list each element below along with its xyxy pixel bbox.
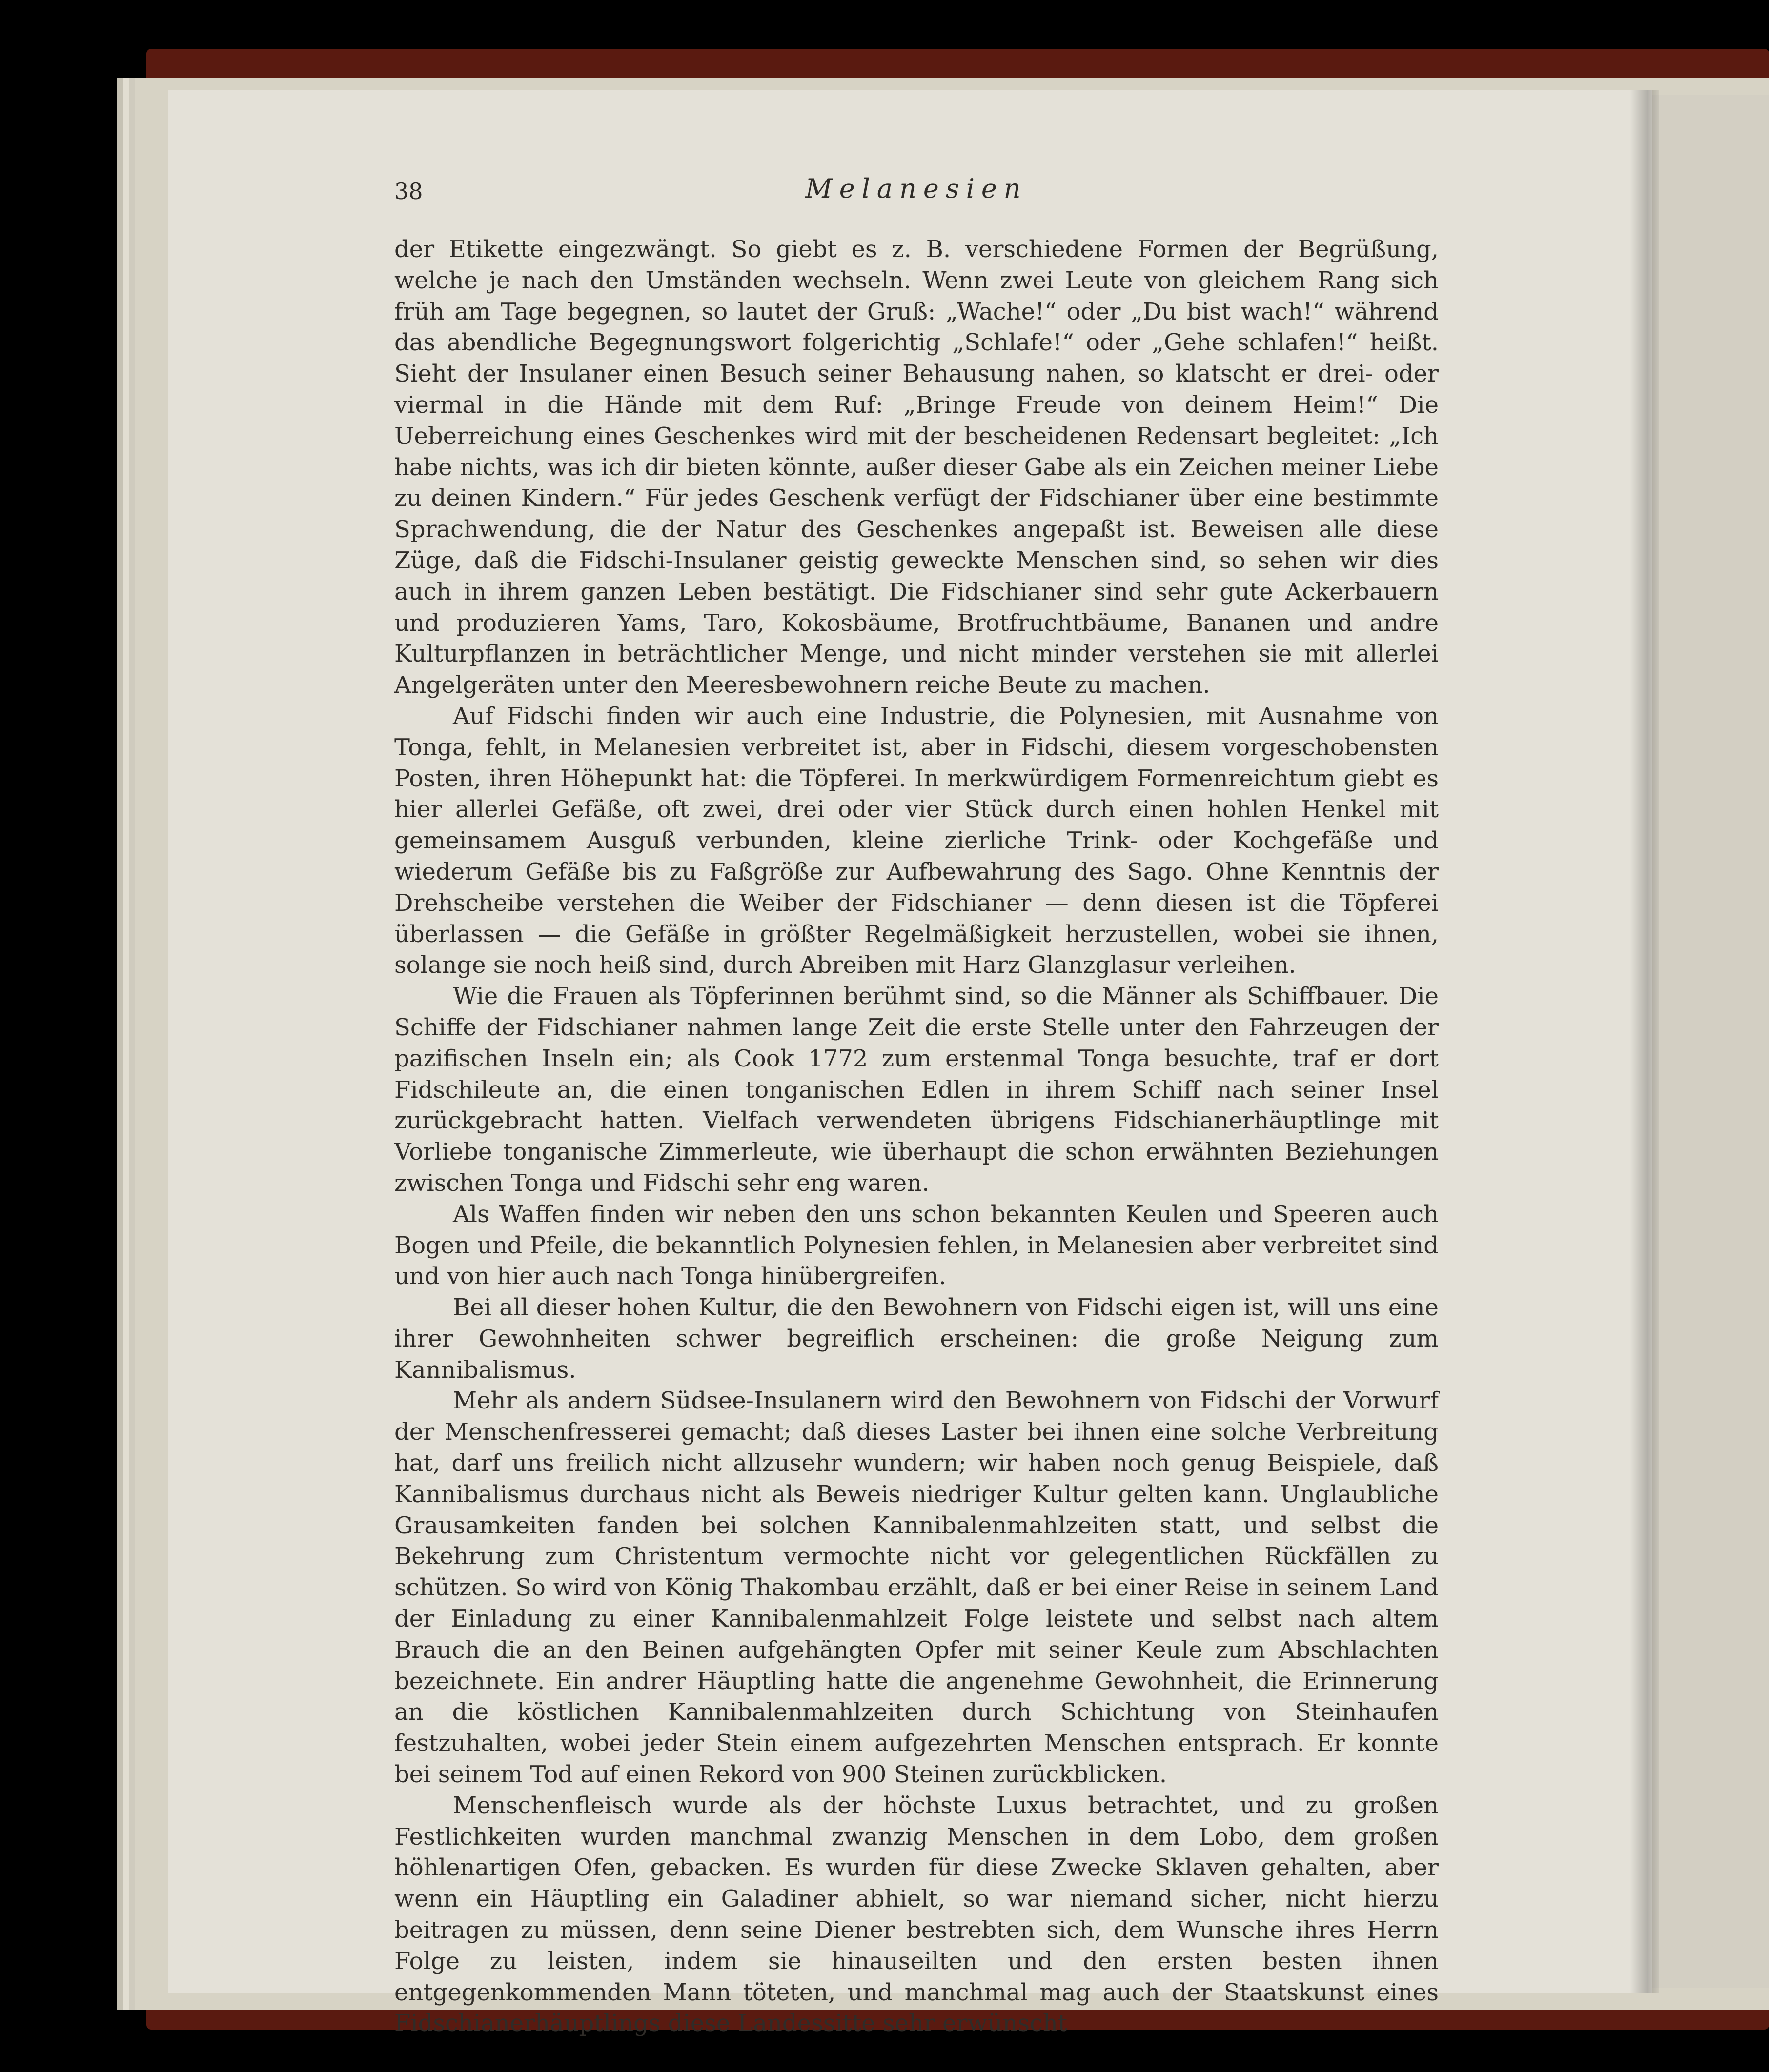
- facing-page-edge: [1645, 95, 1769, 1988]
- page-gutter: [1630, 90, 1659, 1993]
- body-text: [394, 234, 1439, 2039]
- page-number: 38: [394, 178, 423, 204]
- page-header: [394, 173, 1439, 212]
- paragraph: Auf Fidschi finden wir auch eine Industrie, die Polynesien, mit Ausnahme von Tonga, fehlt, in Melanesien verbreitet ist, aber in Fidschi, diesem vorgeschobensten Posten, ihren Höhepunkt hat: die Töpferei. In merkwürdigem Formenreichtum giebt es hier allerlei Gefäße, oft zwei, drei oder vier Stück durch einen hohlen Henkel mit gemeinsamem Ausguß verbunden, kleine zierliche Trink- oder Kochgefäße und wiederum Gefäße bis zu Faßgröße zur Aufbewahrung des Sago. Ohne Kenntnis der Drehscheibe verstehen die Weiber der Fidschianer — denn diesen ist die Töpferei überlassen — die Gefäße in größter Regelmäßigkeit herzustellen, wobei sie ihnen, solange sie noch heiß sind, durch Abreiben mit Harz Glanzglasur verleihen.: [394, 702, 1439, 979]
- paragraph: Bei all dieser hohen Kultur, die den Bewohnern von Fidschi eigen ist, will uns eine ihrer Gewohnheiten schwer begreiflich erscheinen: die große Neigung zum Kannibalismus.: [394, 1294, 1439, 1384]
- running-title: Melanesien: [805, 173, 1028, 204]
- paragraph: Mehr als andern Südsee-Insulanern wird den Bewohnern von Fidschi der Vorwurf der Menschenfresserei gemacht; daß dieses Laster bei ihnen eine solche Verbreitung hat, darf uns freilich nicht allzusehr wundern; wir haben noch genug Beispiele, daß Kannibalismus durchaus nicht als Beweis niedriger Kultur gelten kann. Unglaubliche Grausamkeiten fanden bei solchen Kannibalenmahlzeiten statt, und selbst die Bekehrung zum Christentum vermochte nicht vor gelegentlichen Rückfällen zu schützen. So wird von König Thakombau erzählt, daß er bei einer Reise in seinem Land der Einladung zu einer Kannibalenmahlzeit Folge leistete und selbst nach altem Brauch die an den Beinen aufgehängten Opfer mit seiner Keule zum Abschlachten bezeichnete. Ein andrer Häuptling hatte die angenehme Gewohnheit, die Erinnerung an die köstlichen Kannibalenmahlzeiten durch Schichtung von Steinhaufen festzuhalten, wobei jeder Stein einem aufgezehrten Menschen entsprach. Er konnte bei seinem Tod auf einen Rekord von 900 Steinen zurückblicken.: [394, 1387, 1439, 1789]
- paragraph: der Etikette eingezwängt. So giebt es z. B. verschiedene Formen der Begrüßung, welche je nach den Umständen wechseln. Wenn zwei Leute von gleichem Rang sich früh am Tage begegnen, so lautet der Gruß: „Wache!“ oder „Du bist wach!“ während das abendliche Begegnungswort folgerichtig „Schlafe!“ oder „Gehe schlafen!“ heißt. Sieht der Insulaner einen Besuch seiner Behausung nahen, so klatscht er drei- oder viermal in die Hände mit dem Ruf: „Bringe Freude von deinem Heim!“ Die Ueberreichung eines Geschenkes wird mit der bescheidenen Redensart begleitet: „Ich habe nichts, was ich dir bieten könnte, außer dieser Gabe als ein Zeichen meiner Liebe zu deinen Kindern.“ Für jedes Geschenk verfügt der Fidschianer über eine bestimmte Sprachwendung, die der Natur des Geschenkes angepaßt ist. Beweisen alle diese Züge, daß die Fidschi-Insulaner geistig geweckte Menschen sind, so sehen wir dies auch in ihrem ganzen Leben bestätigt. Die Fidschianer sind sehr gute Ackerbauern und produzieren Yams, Taro, Kokosbäume, Brotfruchtbäume, Bananen und andre Kulturpflanzen in beträchtlicher Menge, und nicht minder verstehen sie mit allerlei Angelgeräten unter den Meeresbewohnern reiche Beute zu machen.: [394, 236, 1439, 699]
- paragraph: Als Waffen finden wir neben den uns schon bekannten Keulen und Speeren auch Bogen und Pfeile, die bekanntlich Polynesien fehlen, in Melanesien aber verbreitet sind und von hier auch nach Tonga hinübergreifen.: [394, 1200, 1439, 1290]
- paragraph: Wie die Frauen als Töpferinnen berühmt sind, so die Männer als Schiffbauer. Die Schiffe der Fidschianer nahmen lange Zeit die erste Stelle unter den Fahrzeugen der pazifischen Inseln ein; als Cook 1772 zum erstenmal Tonga besuchte, traf er dort Fidschileute an, die einen tonganischen Edlen in ihrem Schiff nach seiner Insel zurückgebracht hatten. Vielfach verwendeten übrigens Fidschianerhäuptlinge mit Vorliebe tonganische Zimmerleute, wie überhaupt die schon erwähnten Beziehungen zwischen Tonga und Fidschi sehr eng waren.: [394, 983, 1439, 1197]
- paragraph: Menschenfleisch wurde als der höchste Luxus betrachtet, und zu großen Festlichkeiten wurden manchmal zwanzig Menschen in dem Lobo, dem großen höhlenartigen Ofen, gebacken. Es wurden für diese Zwecke Sklaven gehalten, aber wenn ein Häuptling ein Galadiner abhielt, so war niemand sicher, nicht hierzu beitragen zu müssen, denn seine Diener bestrebten sich, dem Wunsche ihres Herrn Folge zu leisten, indem sie hinauseilten und den ersten besten ihnen entgegenkommenden Mann töteten, und manchmal mag auch der Staatskunst eines Fidschianerhäuptlings diese Landessitte sehr erwünscht: [394, 1791, 1439, 2037]
